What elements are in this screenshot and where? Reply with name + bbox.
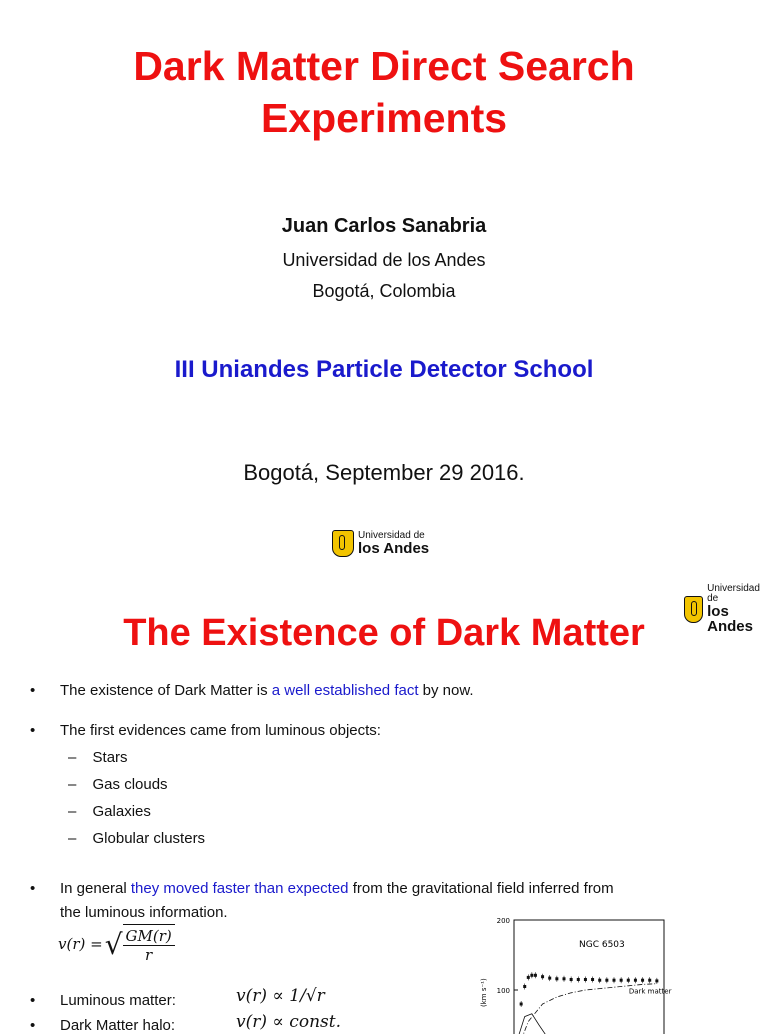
bullet-item — [30, 682, 474, 699]
plot-frame — [514, 920, 664, 1034]
title-line-1: Dark Matter Direct Search — [133, 43, 635, 89]
dash-glyph: – — [68, 830, 77, 847]
highlight-text: they moved faster than expected — [130, 880, 349, 897]
sub-list-item — [68, 803, 151, 820]
velocity-formula — [58, 924, 175, 964]
slide-title — [0, 40, 768, 144]
fraction-denominator: r — [145, 946, 153, 964]
series-label: Dark matter — [628, 987, 672, 996]
dash-glyph: – — [68, 776, 77, 793]
slide-title: The Existence of Dark Matter — [123, 612, 645, 654]
y-tick-label: 200 — [496, 917, 510, 925]
sub-item-text: Gas clouds — [92, 776, 168, 793]
sub-item-text: Stars — [92, 749, 128, 766]
series-line — [518, 1014, 600, 1034]
bullet-glyph: • — [30, 722, 36, 739]
luminous-formula: v(r) ∝ 1/√r — [236, 986, 325, 1006]
bullet-text-post: by now. — [418, 682, 474, 699]
logo-text-small: Universidad de — [707, 583, 760, 604]
dark-matter-formula: v(r) ∝ const. — [236, 1012, 341, 1032]
sub-list-item — [68, 749, 128, 766]
bullet-item — [30, 880, 614, 897]
shield-icon — [332, 530, 354, 557]
sub-list-item — [68, 830, 205, 847]
bullet-glyph: • — [30, 682, 36, 699]
formula-lhs: v(r) = — [58, 935, 103, 953]
bullet-item — [30, 992, 176, 1009]
university-logo — [332, 530, 429, 557]
bullet-glyph: • — [30, 880, 36, 897]
school-name: III Uniandes Particle Detector School — [174, 356, 594, 383]
title-line-2: Experiments — [260, 95, 508, 141]
sub-item-text: Globular clusters — [92, 830, 206, 847]
dash-glyph: – — [68, 749, 77, 766]
dash-glyph: – — [68, 803, 77, 820]
logo-text-small: Universidad de — [358, 530, 425, 541]
bullet-glyph: • — [30, 1017, 36, 1034]
author-name: Juan Carlos Sanabria — [281, 215, 487, 237]
y-axis-label: (km s⁻¹) — [480, 978, 488, 1007]
sub-list-item — [68, 776, 168, 793]
highlight-text: a well established fact — [271, 682, 419, 699]
chart-title: NGC 6503 — [579, 940, 625, 950]
affiliation-university: Universidad de los Andes — [282, 250, 486, 270]
bullet-text: Luminous matter: — [60, 992, 176, 1009]
bullet-glyph: • — [30, 992, 36, 1009]
bullet-text: The first evidences came from luminous objects: — [60, 722, 381, 739]
logo-text-big: los Andes — [358, 540, 430, 557]
rotation-curve-chart — [474, 912, 674, 1024]
presentation-date: Bogotá, September 29 2016. — [243, 460, 525, 485]
content-slide — [0, 576, 768, 1034]
sqrt-icon: √ — [104, 927, 123, 961]
y-tick-label: 100 — [496, 987, 510, 995]
fraction — [123, 924, 175, 964]
logo-text-big: los Andes — [707, 603, 753, 635]
bullet-text-post: from the gravitational field inferred from — [348, 880, 614, 897]
bullet-text-continued: the luminous information. — [60, 904, 228, 921]
fraction-numerator: GM(r) — [123, 927, 175, 946]
bullet-text-pre: In general — [60, 880, 131, 897]
sub-item-text: Galaxies — [92, 803, 151, 820]
bullet-item — [30, 722, 381, 739]
bullet-text-pre: The existence of Dark Matter is — [60, 682, 272, 699]
bullet-text: Dark Matter halo: — [60, 1017, 176, 1034]
bullet-item — [30, 1017, 175, 1034]
affiliation-city: Bogotá, Colombia — [312, 281, 456, 301]
